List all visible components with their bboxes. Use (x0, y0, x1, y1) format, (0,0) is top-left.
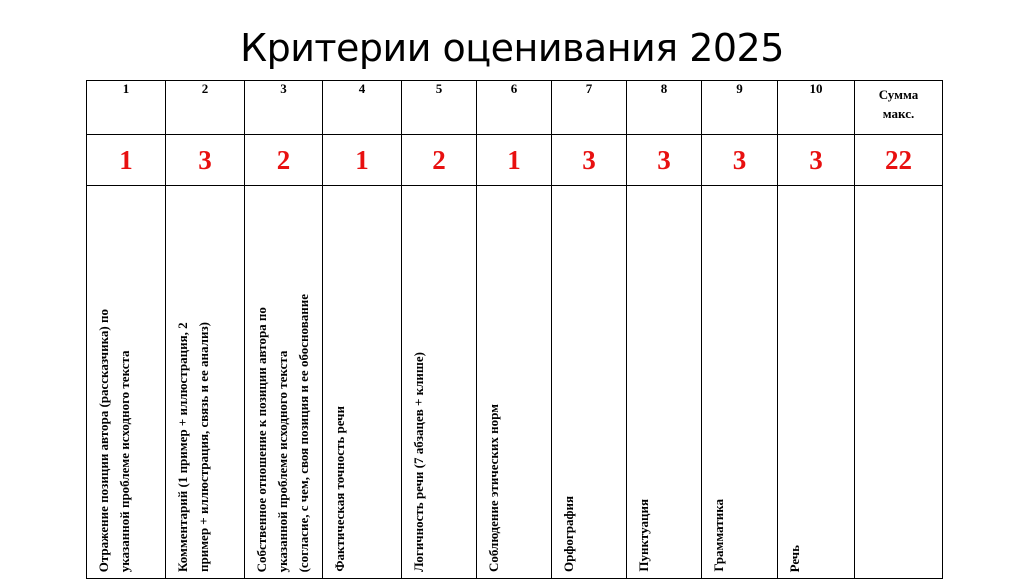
description-cell (402, 186, 477, 579)
criterion-description: Соблюдение этических норм (486, 403, 501, 572)
max-score: 3 (552, 135, 627, 186)
criteria-table (86, 80, 943, 579)
description-cell (778, 186, 855, 579)
description-cell (166, 186, 245, 579)
criteria-number-row (87, 81, 943, 135)
max-score-row (87, 135, 943, 186)
description-cell (627, 186, 702, 579)
max-score: 3 (778, 135, 855, 186)
criterion-description: Фактическая точность речи (332, 406, 347, 572)
criterion-description: Речь (787, 544, 802, 572)
criterion-number: 10 (778, 81, 855, 135)
max-score: 3 (166, 135, 245, 186)
max-score: 1 (87, 135, 166, 186)
criterion-description: Пунктуация (636, 499, 651, 572)
max-score: 3 (627, 135, 702, 186)
criterion-description: Орфография (561, 496, 576, 572)
criterion-description: Грамматика (711, 499, 726, 572)
max-score: 2 (402, 135, 477, 186)
criterion-description: Отражение позиции автора (рассказчика) по указанной проблеме исходного текста (96, 308, 132, 572)
criterion-number: 7 (552, 81, 627, 135)
description-cell (87, 186, 166, 579)
description-cell (552, 186, 627, 579)
criterion-number: 3 (245, 81, 323, 135)
total-description-cell (855, 186, 943, 579)
criterion-number: 9 (702, 81, 778, 135)
description-row (87, 186, 943, 579)
criterion-number: 5 (402, 81, 477, 135)
criterion-number: 8 (627, 81, 702, 135)
criterion-description: Комментарий (1 пример + иллюстрация, 2 пример + иллюстрация, связь и ее анализ) (175, 321, 211, 572)
slide-title: Критерии оценивания 2025 (240, 26, 784, 70)
max-score: 2 (245, 135, 323, 186)
total-max-score: 22 (855, 135, 943, 186)
description-cell (323, 186, 402, 579)
description-cell (477, 186, 552, 579)
criterion-number: 1 (87, 81, 166, 135)
criterion-description: Собственное отношение к позиции автора по указанной проблеме исходного текста (согласие, с чем, своя позиция и ее обоснование (254, 293, 311, 572)
max-score: 3 (702, 135, 778, 186)
description-cell (702, 186, 778, 579)
max-score: 1 (477, 135, 552, 186)
description-cell (245, 186, 323, 579)
total-header: Сумма макс. (855, 81, 943, 135)
criterion-number: 2 (166, 81, 245, 135)
max-score: 1 (323, 135, 402, 186)
criterion-number: 6 (477, 81, 552, 135)
criterion-number: 4 (323, 81, 402, 135)
criterion-description: Логичность речи (7 абзацев + клише) (411, 352, 426, 572)
